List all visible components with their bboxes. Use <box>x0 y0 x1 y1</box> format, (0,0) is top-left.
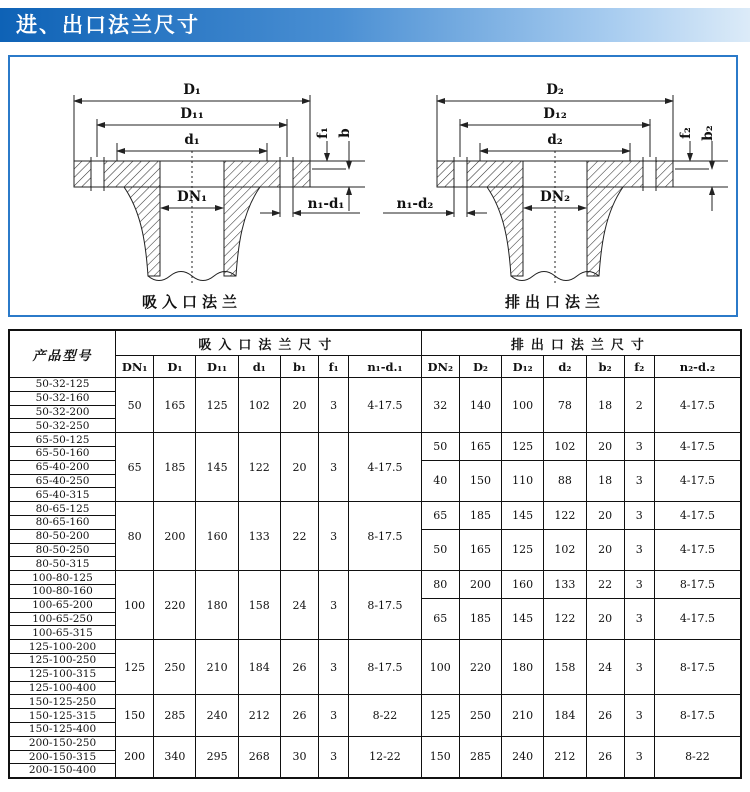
discharge-value-cell: 185 <box>459 598 501 639</box>
column-header: b₂ <box>586 356 624 378</box>
discharge-value-cell: 220 <box>459 640 501 695</box>
discharge-value-cell: 50 <box>421 529 459 570</box>
column-header: d₁ <box>238 356 280 378</box>
title-banner <box>0 8 750 42</box>
discharge-value-cell: 8-22 <box>654 736 741 777</box>
model-cell: 50-32-250 <box>9 419 116 433</box>
model-cell: 100-65-250 <box>9 612 116 626</box>
discharge-value-cell: 8-17.5 <box>654 640 741 695</box>
suction-value-cell: 185 <box>154 433 196 502</box>
suction-section-header: 吸入口法兰尺寸 <box>116 330 422 356</box>
suction-value-cell: 200 <box>154 502 196 571</box>
suction-value-cell: 50 <box>116 378 154 433</box>
dim-label-b: b <box>336 128 353 138</box>
discharge-value-cell: 200 <box>459 571 501 599</box>
discharge-value-cell: 3 <box>624 736 654 777</box>
model-cell: 65-50-125 <box>9 433 116 447</box>
table-row <box>9 736 741 750</box>
discharge-value-cell: 250 <box>459 695 501 736</box>
column-header: n₂-d.₂ <box>654 356 741 378</box>
discharge-value-cell: 8-17.5 <box>654 571 741 599</box>
discharge-flange-diagram <box>375 61 735 313</box>
discharge-value-cell: 26 <box>586 695 624 736</box>
flange-dimension-table <box>8 329 742 779</box>
suction-value-cell: 26 <box>280 695 318 736</box>
discharge-value-cell: 20 <box>586 529 624 570</box>
dim-label-D12: D₁₂ <box>542 106 567 122</box>
suction-value-cell: 3 <box>319 571 349 640</box>
discharge-value-cell: 4-17.5 <box>654 502 741 530</box>
discharge-flange-cross-section <box>437 151 673 285</box>
discharge-value-cell: 122 <box>544 502 586 530</box>
discharge-value-cell: 3 <box>624 695 654 736</box>
table-row <box>9 378 741 392</box>
dim-label-D2: D₂ <box>545 82 564 98</box>
suction-value-cell: 3 <box>319 736 349 777</box>
discharge-value-cell: 133 <box>544 571 586 599</box>
discharge-value-cell: 100 <box>502 378 544 433</box>
flange-dimension-table-wrap <box>8 329 742 779</box>
suction-value-cell: 220 <box>154 571 196 640</box>
dim-label-n1-d2: n₁-d₂ <box>396 196 433 212</box>
table-row <box>9 502 741 516</box>
dim-label-DN1: DN₁ <box>176 189 207 205</box>
model-cell: 150-125-315 <box>9 709 116 723</box>
dim-label-D11: D₁₁ <box>179 106 204 122</box>
model-cell: 50-32-160 <box>9 391 116 405</box>
discharge-section-header: 排出口法兰尺寸 <box>421 330 741 356</box>
model-cell: 80-50-315 <box>9 557 116 571</box>
column-header: D₁₂ <box>502 356 544 378</box>
suction-value-cell: 145 <box>196 433 238 502</box>
suction-value-cell: 65 <box>116 433 154 502</box>
discharge-value-cell: 78 <box>544 378 586 433</box>
discharge-value-cell: 110 <box>502 460 544 501</box>
dim-label-D1: D₁ <box>182 82 201 98</box>
suction-value-cell: 158 <box>238 571 280 640</box>
model-cell: 200-150-315 <box>9 750 116 764</box>
discharge-value-cell: 160 <box>502 571 544 599</box>
section-header-row <box>9 330 741 356</box>
discharge-value-cell: 20 <box>586 502 624 530</box>
discharge-value-cell: 18 <box>586 460 624 501</box>
discharge-value-cell: 20 <box>586 598 624 639</box>
model-cell: 125-100-400 <box>9 681 116 695</box>
discharge-value-cell: 80 <box>421 571 459 599</box>
discharge-value-cell: 4-17.5 <box>654 378 741 433</box>
discharge-value-cell: 26 <box>586 736 624 777</box>
suction-value-cell: 268 <box>238 736 280 777</box>
discharge-value-cell: 285 <box>459 736 501 777</box>
discharge-value-cell: 150 <box>459 460 501 501</box>
discharge-value-cell: 212 <box>544 736 586 777</box>
suction-value-cell: 8-17.5 <box>349 502 421 571</box>
discharge-value-cell: 125 <box>502 433 544 461</box>
column-header: DN₁ <box>116 356 154 378</box>
suction-value-cell: 8-22 <box>349 695 421 736</box>
dim-label-d1: d₁ <box>183 132 200 148</box>
column-header: DN₂ <box>421 356 459 378</box>
suction-value-cell: 250 <box>154 640 196 695</box>
dim-label-d2: d₂ <box>546 132 563 148</box>
discharge-value-cell: 125 <box>421 695 459 736</box>
suction-value-cell: 8-17.5 <box>349 571 421 640</box>
discharge-value-cell: 165 <box>459 433 501 461</box>
suction-value-cell: 210 <box>196 640 238 695</box>
discharge-value-cell: 4-17.5 <box>654 598 741 639</box>
discharge-value-cell: 18 <box>586 378 624 433</box>
suction-value-cell: 3 <box>319 695 349 736</box>
model-cell: 65-40-250 <box>9 474 116 488</box>
discharge-value-cell: 3 <box>624 598 654 639</box>
model-cell: 200-150-250 <box>9 736 116 750</box>
suction-value-cell: 125 <box>116 640 154 695</box>
page-title: 进、出口法兰尺寸 <box>16 13 200 37</box>
model-cell: 65-40-200 <box>9 460 116 474</box>
suction-flange-diagram <box>12 61 372 313</box>
discharge-value-cell: 4-17.5 <box>654 433 741 461</box>
suction-value-cell: 4-17.5 <box>349 433 421 502</box>
discharge-value-cell: 20 <box>586 433 624 461</box>
column-header: D₂ <box>459 356 501 378</box>
model-cell: 150-125-250 <box>9 695 116 709</box>
discharge-caption: 排出口法兰 <box>504 293 605 311</box>
suction-value-cell: 30 <box>280 736 318 777</box>
suction-value-cell: 240 <box>196 695 238 736</box>
suction-value-cell: 285 <box>154 695 196 736</box>
model-cell: 65-40-315 <box>9 488 116 502</box>
suction-value-cell: 80 <box>116 502 154 571</box>
model-cell: 125-100-200 <box>9 640 116 654</box>
dim-label-f1: f₁ <box>314 127 331 139</box>
suction-value-cell: 26 <box>280 640 318 695</box>
suction-value-cell: 20 <box>280 378 318 433</box>
discharge-value-cell: 40 <box>421 460 459 501</box>
model-cell: 100-80-160 <box>9 584 116 598</box>
suction-value-cell: 3 <box>319 640 349 695</box>
suction-value-cell: 122 <box>238 433 280 502</box>
model-cell: 80-65-160 <box>9 515 116 529</box>
discharge-value-cell: 3 <box>624 640 654 695</box>
discharge-value-cell: 3 <box>624 529 654 570</box>
suction-value-cell: 295 <box>196 736 238 777</box>
suction-value-cell: 3 <box>319 378 349 433</box>
discharge-value-cell: 3 <box>624 571 654 599</box>
column-header: D₁ <box>154 356 196 378</box>
discharge-value-cell: 185 <box>459 502 501 530</box>
discharge-value-cell: 184 <box>544 695 586 736</box>
discharge-value-cell: 150 <box>421 736 459 777</box>
discharge-value-cell: 3 <box>624 433 654 461</box>
dim-label-DN2: DN₂ <box>539 189 570 205</box>
suction-value-cell: 4-17.5 <box>349 378 421 433</box>
suction-value-cell: 340 <box>154 736 196 777</box>
suction-value-cell: 8-17.5 <box>349 640 421 695</box>
discharge-value-cell: 122 <box>544 598 586 639</box>
suction-value-cell: 12-22 <box>349 736 421 777</box>
suction-value-cell: 165 <box>154 378 196 433</box>
discharge-value-cell: 3 <box>624 460 654 501</box>
discharge-value-cell: 2 <box>624 378 654 433</box>
discharge-value-cell: 158 <box>544 640 586 695</box>
model-cell: 125-100-315 <box>9 667 116 681</box>
column-header: b₁ <box>280 356 318 378</box>
discharge-value-cell: 3 <box>624 502 654 530</box>
discharge-value-cell: 22 <box>586 571 624 599</box>
discharge-value-cell: 65 <box>421 598 459 639</box>
suction-value-cell: 184 <box>238 640 280 695</box>
discharge-value-cell: 88 <box>544 460 586 501</box>
table-row <box>9 695 741 709</box>
discharge-value-cell: 165 <box>459 529 501 570</box>
discharge-value-cell: 4-17.5 <box>654 529 741 570</box>
model-cell: 80-50-200 <box>9 529 116 543</box>
discharge-value-cell: 32 <box>421 378 459 433</box>
discharge-value-cell: 102 <box>544 433 586 461</box>
discharge-value-cell: 145 <box>502 502 544 530</box>
suction-value-cell: 3 <box>319 502 349 571</box>
suction-value-cell: 150 <box>116 695 154 736</box>
suction-value-cell: 102 <box>238 378 280 433</box>
dim-label-f2: f₂ <box>677 127 694 139</box>
suction-value-cell: 22 <box>280 502 318 571</box>
column-header: D₁₁ <box>196 356 238 378</box>
column-header: d₂ <box>544 356 586 378</box>
suction-value-cell: 20 <box>280 433 318 502</box>
suction-caption: 吸入口法兰 <box>141 293 242 311</box>
suction-value-cell: 212 <box>238 695 280 736</box>
suction-flange-cross-section <box>74 151 310 285</box>
discharge-value-cell: 102 <box>544 529 586 570</box>
model-cell: 200-150-400 <box>9 764 116 778</box>
discharge-value-cell: 180 <box>502 640 544 695</box>
column-header: f₂ <box>624 356 654 378</box>
discharge-value-cell: 140 <box>459 378 501 433</box>
column-label-row <box>9 356 741 378</box>
flange-diagram-panel <box>8 55 738 317</box>
discharge-value-cell: 125 <box>502 529 544 570</box>
model-cell: 125-100-250 <box>9 653 116 667</box>
discharge-value-cell: 50 <box>421 433 459 461</box>
suction-value-cell: 125 <box>196 378 238 433</box>
suction-value-cell: 100 <box>116 571 154 640</box>
discharge-value-cell: 210 <box>502 695 544 736</box>
dim-label-n1-d1: n₁-d₁ <box>307 196 344 212</box>
dim-label-b2: b₂ <box>699 125 716 141</box>
model-cell: 100-80-125 <box>9 571 116 585</box>
table-row <box>9 571 741 585</box>
model-cell: 50-32-125 <box>9 378 116 392</box>
suction-value-cell: 160 <box>196 502 238 571</box>
model-cell: 150-125-400 <box>9 722 116 736</box>
model-cell: 65-50-160 <box>9 446 116 460</box>
discharge-value-cell: 4-17.5 <box>654 460 741 501</box>
table-row <box>9 640 741 654</box>
table-row <box>9 433 741 447</box>
column-header: n₁-d.₁ <box>349 356 421 378</box>
discharge-value-cell: 100 <box>421 640 459 695</box>
model-cell: 80-50-250 <box>9 543 116 557</box>
discharge-value-cell: 65 <box>421 502 459 530</box>
model-cell: 100-65-200 <box>9 598 116 612</box>
model-cell: 80-65-125 <box>9 502 116 516</box>
discharge-value-cell: 145 <box>502 598 544 639</box>
suction-value-cell: 180 <box>196 571 238 640</box>
model-cell: 100-65-315 <box>9 626 116 640</box>
suction-value-cell: 200 <box>116 736 154 777</box>
discharge-value-cell: 8-17.5 <box>654 695 741 736</box>
discharge-value-cell: 240 <box>502 736 544 777</box>
suction-value-cell: 133 <box>238 502 280 571</box>
model-cell: 50-32-200 <box>9 405 116 419</box>
suction-value-cell: 24 <box>280 571 318 640</box>
discharge-value-cell: 24 <box>586 640 624 695</box>
suction-value-cell: 3 <box>319 433 349 502</box>
column-header: f₁ <box>319 356 349 378</box>
model-column-header: 产品型号 <box>9 330 116 378</box>
